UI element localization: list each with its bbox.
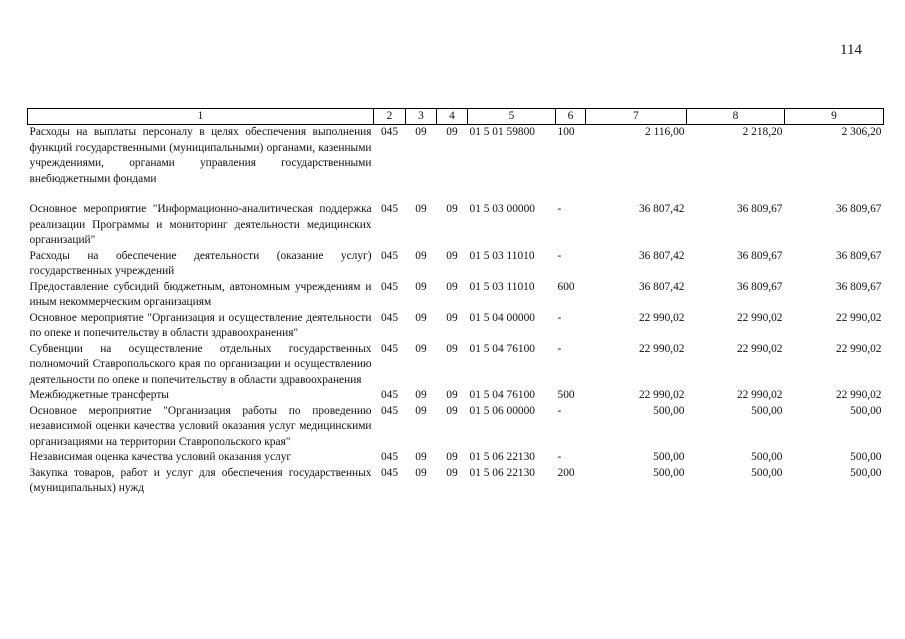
cell-name: Предоставление субсидий бюджетным, автономным учреждениям и иным некоммерческим организациям bbox=[29, 280, 372, 308]
column-header-subsection: 4 bbox=[437, 109, 468, 125]
cell-grbs: 045 bbox=[380, 203, 399, 215]
cell-year-3: 22 990,02 bbox=[835, 389, 882, 401]
cell-name: Основное мероприятие "Информационно-аналитическая поддержка реализации Программы и мониторинг деятельности медицинских организаций" bbox=[29, 203, 372, 246]
cell-section: 09 bbox=[415, 451, 427, 463]
table-row bbox=[28, 249, 884, 280]
cell-section: 09 bbox=[415, 311, 427, 324]
table-row bbox=[28, 280, 884, 311]
cell-year-1: 22 990,02 bbox=[638, 311, 685, 324]
cell-section: 09 bbox=[415, 203, 427, 215]
column-header-section: 3 bbox=[406, 109, 437, 125]
cell-grbs: 045 bbox=[380, 451, 399, 463]
cell-expense-type: - bbox=[557, 203, 562, 215]
cell-year-3: 36 809,67 bbox=[835, 280, 882, 293]
cell-year-1: 500,00 bbox=[653, 451, 685, 463]
cell-grbs: 045 bbox=[380, 404, 399, 417]
cell-target-article: 01 5 04 00000 bbox=[469, 311, 535, 324]
cell-target-article: 01 5 03 11010 bbox=[469, 280, 535, 293]
cell-year-2: 500,00 bbox=[751, 466, 783, 479]
cell-year-3: 500,00 bbox=[850, 466, 882, 479]
cell-target-article: 01 5 06 22130 bbox=[469, 451, 535, 463]
cell-subsection: 09 bbox=[446, 280, 458, 293]
cell-subsection: 09 bbox=[446, 203, 458, 215]
cell-expense-type: 600 bbox=[557, 280, 575, 293]
table-row bbox=[28, 202, 884, 249]
cell-target-article: 01 5 03 11010 bbox=[469, 249, 535, 262]
cell-year-2: 22 990,02 bbox=[736, 389, 783, 401]
column-header-year-2: 8 bbox=[687, 109, 785, 125]
cell-year-1: 500,00 bbox=[653, 404, 685, 417]
table-row bbox=[28, 404, 884, 451]
cell-name: Межбюджетные трансферты bbox=[29, 389, 169, 401]
cell-expense-type: - bbox=[557, 451, 562, 463]
cell-year-2: 2 218,20 bbox=[742, 126, 783, 138]
cell-year-2: 36 809,67 bbox=[736, 203, 783, 215]
cell-section: 09 bbox=[415, 126, 427, 138]
cell-subsection: 09 bbox=[446, 126, 458, 138]
cell-name: Основное мероприятие "Организация работы по проведению независимой оценки качества условий оказания услуг медицинскими организациями на территории Ставропольского края" bbox=[29, 404, 372, 448]
cell-subsection: 09 bbox=[446, 249, 458, 262]
table-row bbox=[28, 342, 884, 389]
cell-section: 09 bbox=[415, 404, 427, 417]
cell-subsection: 09 bbox=[446, 342, 458, 355]
cell-year-1: 2 116,00 bbox=[645, 126, 685, 138]
cell-section: 09 bbox=[415, 342, 427, 355]
table-row bbox=[28, 450, 884, 466]
cell-year-1: 36 807,42 bbox=[638, 280, 685, 293]
cell-expense-type: - bbox=[557, 404, 562, 417]
table-row bbox=[28, 125, 884, 203]
cell-name: Закупка товаров, работ и услуг для обеспечения государственных (муниципальных) нужд bbox=[29, 466, 372, 494]
cell-year-1: 22 990,02 bbox=[638, 389, 685, 401]
cell-subsection: 09 bbox=[446, 466, 458, 479]
cell-name: Субвенции на осуществление отдельных государственных полномочий Ставропольского края по организации и осуществлению деятельности по опеке и попечительству в области здравоохранения bbox=[29, 342, 372, 386]
cell-target-article: 01 5 03 00000 bbox=[469, 203, 535, 215]
cell-year-2: 500,00 bbox=[751, 404, 783, 417]
header-row bbox=[28, 109, 884, 125]
cell-year-3: 500,00 bbox=[850, 451, 882, 463]
cell-grbs: 045 bbox=[380, 249, 399, 262]
table-row bbox=[28, 466, 884, 497]
column-header-target-article: 5 bbox=[468, 109, 556, 125]
cell-year-2: 36 809,67 bbox=[736, 280, 783, 293]
cell-year-3: 22 990,02 bbox=[835, 311, 882, 324]
cell-subsection: 09 bbox=[446, 311, 458, 324]
cell-year-1: 36 807,42 bbox=[638, 203, 685, 215]
cell-name: Расходы на выплаты персоналу в целях обеспечения выполнения функций государственными (муниципальными) органами, казенными учреждениями, органами управления государственными внебюджетными фондами bbox=[29, 126, 372, 185]
page-number: 114 bbox=[840, 42, 862, 58]
cell-target-article: 01 5 04 76100 bbox=[469, 389, 535, 401]
cell-subsection: 09 bbox=[446, 451, 458, 463]
cell-year-2: 500,00 bbox=[751, 451, 783, 463]
cell-grbs: 045 bbox=[380, 389, 399, 401]
cell-expense-type: - bbox=[557, 342, 562, 355]
cell-grbs: 045 bbox=[380, 311, 399, 324]
column-header-year-3: 9 bbox=[785, 109, 884, 125]
cell-expense-type: 500 bbox=[557, 389, 575, 401]
cell-year-3: 22 990,02 bbox=[835, 342, 882, 355]
cell-expense-type: 100 bbox=[557, 126, 575, 138]
cell-target-article: 01 5 01 59800 bbox=[469, 126, 535, 138]
cell-section: 09 bbox=[415, 280, 427, 293]
cell-section: 09 bbox=[415, 466, 427, 479]
cell-grbs: 045 bbox=[380, 280, 399, 293]
cell-target-article: 01 5 06 00000 bbox=[469, 404, 535, 417]
cell-year-3: 36 809,67 bbox=[835, 203, 882, 215]
cell-section: 09 bbox=[415, 389, 427, 401]
cell-target-article: 01 5 04 76100 bbox=[469, 342, 535, 355]
cell-year-1: 500,00 bbox=[653, 466, 685, 479]
cell-name: Основное мероприятие "Организация и осуществление деятельности по опеке и попечительству в области здравоохранения" bbox=[29, 311, 372, 339]
cell-year-1: 22 990,02 bbox=[638, 342, 685, 355]
cell-grbs: 045 bbox=[380, 466, 399, 479]
cell-year-2: 22 990,02 bbox=[736, 342, 783, 355]
cell-subsection: 09 bbox=[446, 404, 458, 417]
cell-subsection: 09 bbox=[446, 389, 458, 401]
cell-year-2: 36 809,67 bbox=[736, 249, 783, 262]
cell-year-1: 36 807,42 bbox=[638, 249, 685, 262]
cell-section: 09 bbox=[415, 249, 427, 262]
column-header-name: 1 bbox=[28, 109, 374, 125]
cell-year-3: 2 306,20 bbox=[841, 126, 882, 138]
cell-target-article: 01 5 06 22130 bbox=[469, 466, 535, 479]
table-row bbox=[28, 311, 884, 342]
cell-expense-type: - bbox=[557, 311, 562, 324]
cell-year-2: 22 990,02 bbox=[736, 311, 783, 324]
table-row bbox=[28, 388, 884, 404]
column-header-year-1: 7 bbox=[586, 109, 687, 125]
cell-year-3: 36 809,67 bbox=[835, 249, 882, 262]
cell-expense-type: - bbox=[557, 249, 562, 262]
cell-name: Расходы на обеспечение деятельности (оказание услуг) государственных учреждений bbox=[29, 249, 372, 277]
cell-year-3: 500,00 bbox=[850, 404, 882, 417]
cell-name: Независимая оценка качества условий оказания услуг bbox=[29, 451, 292, 463]
column-header-grbs: 2 bbox=[374, 109, 406, 125]
column-header-expense-type: 6 bbox=[556, 109, 586, 125]
cell-grbs: 045 bbox=[380, 126, 399, 138]
budget-table bbox=[27, 108, 884, 497]
cell-grbs: 045 bbox=[380, 342, 399, 355]
cell-expense-type: 200 bbox=[557, 466, 575, 479]
